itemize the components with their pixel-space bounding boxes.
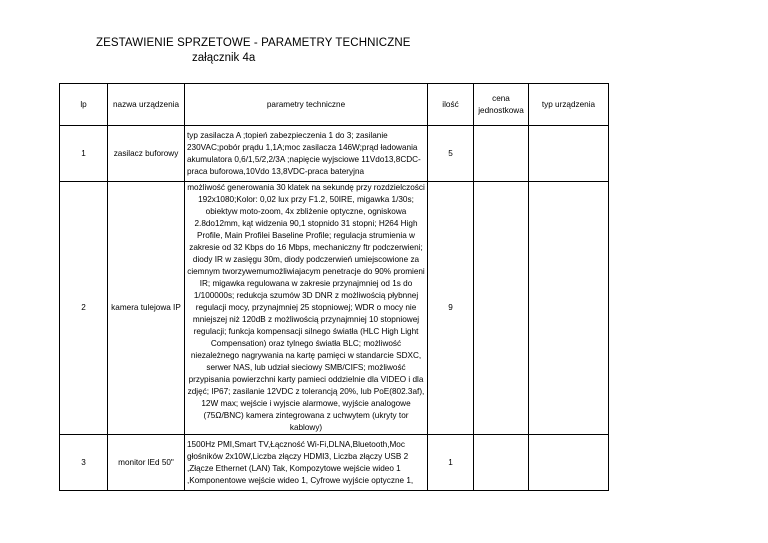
cell-name: kamera tulejowa IP bbox=[108, 182, 185, 435]
cell-type bbox=[529, 435, 609, 491]
table-row bbox=[60, 126, 609, 182]
spec-table bbox=[59, 83, 609, 491]
cell-params: typ zasilacza A ;topień zabezpieczenia 1 do 3; zasilanie 230VAC;pobór prądu 1,1A;moc zasilacza 146W;prąd ładowania akumulatora 0,6/1,5/2,2/3A ;napięcie wyjsciowe 11Vdo13,8CDC-praca buforowa,10Vdo 13,8VDC-praca bateryjna bbox=[185, 126, 428, 182]
header-params: parametry techniczne bbox=[185, 84, 428, 126]
cell-lp: 1 bbox=[60, 126, 108, 182]
cell-qty: 1 bbox=[428, 435, 474, 491]
cell-name: zasilacz buforowy bbox=[108, 126, 185, 182]
cell-unit-price bbox=[474, 182, 529, 435]
header-lp: lp bbox=[60, 84, 108, 126]
header-unit-price: cena jednostkowa bbox=[474, 84, 529, 126]
header-row bbox=[60, 84, 609, 126]
table-row bbox=[60, 435, 609, 491]
cell-type bbox=[529, 182, 609, 435]
cell-unit-price bbox=[474, 126, 529, 182]
cell-params: 1500Hz PMI,Smart TV,Łączność Wi-Fi,DLNA,Bluetooth,Moc głośników 2x10W,Liczba złączy HDMI3, Liczba złączy USB 2 ,Złącze Ethernet (LAN) Tak, Kompozytowe wejście wideo 1 ,Komponentowe wejście wideo 1, Cyfrowe wyjście optyczne 1, bbox=[185, 435, 428, 491]
cell-params: możliwość generowania 30 klatek na sekundę przy rozdzielczości 192x1080;Kolor: 0,02 lux przy F1.2, 50IRE, migawka 1/30s; obiektyw moto-zoom, 4x zbliżenie optyczne, ogniskowa 2.8do12mm, kąt widzenia 90,1 stopnido 31 stopni; H264 High Profile, Main Profilei Baseline Profile; regulacja strumienia w zakresie od 32 Kbps do 16 Mbps, mechaniczny ftr podczerwieni; diody IR w zasięgu 30m, diody podczerwień umiejscowione za ciemnym tworzywemumożliwiajacym penetracje do 90% promieni IR; migawka regulowana w zakresie przynajmniej od 1s do 1/100000s; redukcja szumów 3D DNR z możliwością płybnnej regulacji mocy, przynajmniej 25 stopniowej; WDR o mocy nie mniejszej niż 120dB z możliwością przynajmniej 10 stopniowej regulacji; funkcja kompensacji silnego światła (HLC High Light Compensation) oraz tylnego światła BLC; możliwość niezależnego nagrywania na kartę pamięci w standarcie SDXC, serwer NAS, lub udział sieciowy SMB/CIFS; możliwość przypisania powierzchni karty pamieci oddzielnie dla VIDEO i dla zdjęć; IP67; zasilanie 12VDC z tolerancją 20%, lub PoE(802.3af), 12W max; wejście i wyjscie alarmowe, wyjście analogowe (75Ω/BNC) kamera zintegrowana z uchwytem (ukryty tor kablowy) bbox=[185, 182, 428, 435]
document-subtitle: załącznik 4a bbox=[192, 52, 256, 64]
cell-lp: 2 bbox=[60, 182, 108, 435]
cell-type bbox=[529, 126, 609, 182]
cell-unit-price bbox=[474, 435, 529, 491]
cell-qty: 5 bbox=[428, 126, 474, 182]
table-row bbox=[60, 182, 609, 435]
document-title: ZESTAWIENIE SPRZETOWE - PARAMETRY TECHNICZNE bbox=[96, 37, 411, 49]
header-qty: ilość bbox=[428, 84, 474, 126]
cell-qty: 9 bbox=[428, 182, 474, 435]
cell-lp: 3 bbox=[60, 435, 108, 491]
header-type: typ urządzenia bbox=[529, 84, 609, 126]
header-name: nazwa urządzenia bbox=[108, 84, 185, 126]
cell-name: monitor lEd 50" bbox=[108, 435, 185, 491]
